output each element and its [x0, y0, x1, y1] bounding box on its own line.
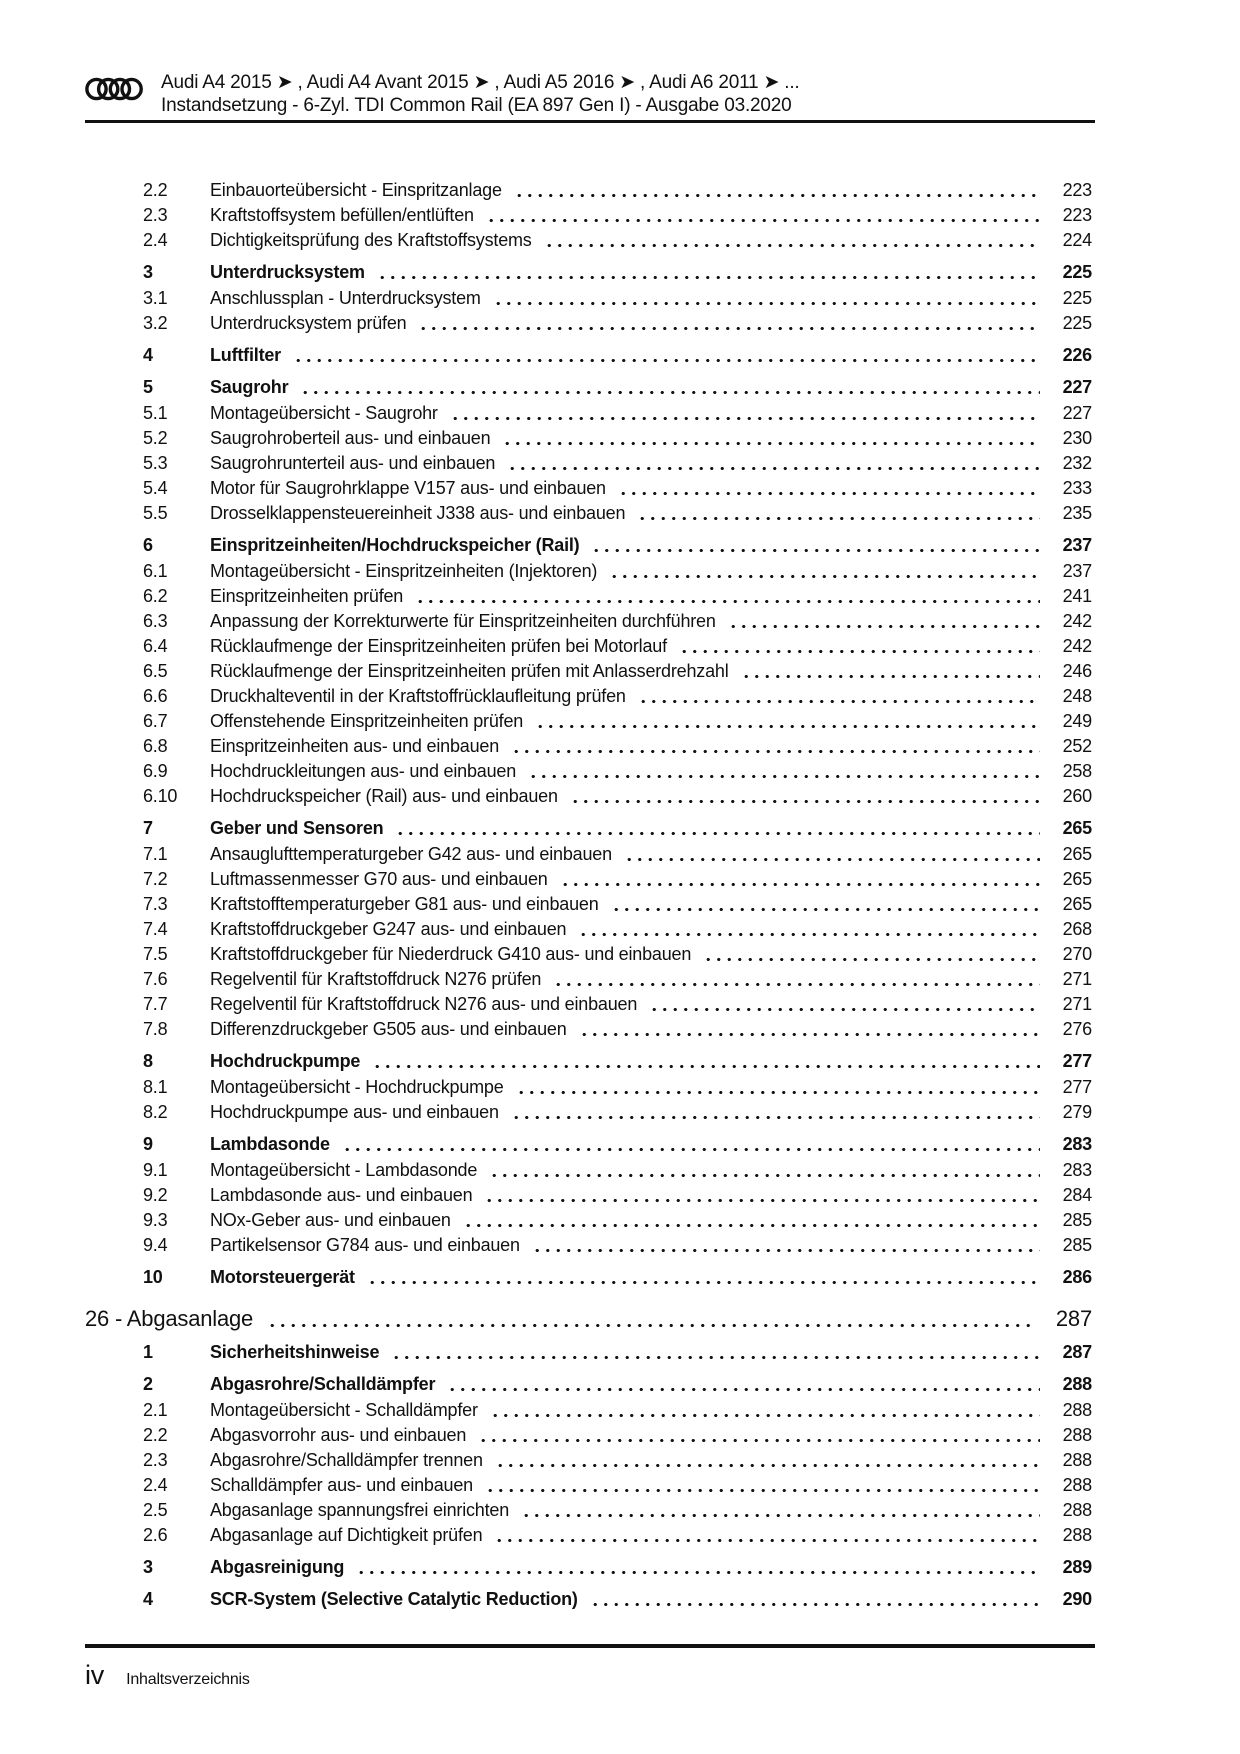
toc-entry-number: 7.2 — [143, 869, 168, 889]
toc-entry-title: Schalldämpfer aus- und einbauen — [210, 1475, 473, 1495]
toc-entry-page: 235 — [1062, 503, 1092, 523]
dot-leader — [535, 715, 1040, 734]
dot-leader — [377, 266, 1040, 285]
toc-entry-row — [85, 375, 1092, 400]
toc-entry-page: 227 — [1062, 377, 1092, 397]
toc-entry-page: 258 — [1062, 761, 1092, 781]
toc-entry-page: 290 — [1062, 1589, 1092, 1609]
toc-entry-title: Saugrohr — [210, 377, 289, 397]
toc-entry-page: 241 — [1062, 586, 1092, 606]
toc-entry-title: Montageübersicht - Hochdruckpumpe — [210, 1077, 504, 1097]
toc-entry-number: 7.3 — [143, 894, 168, 914]
toc-entry-number: 6.2 — [143, 586, 168, 606]
dot-leader — [300, 381, 1040, 400]
toc-entry-number: 6.1 — [143, 561, 168, 581]
toc-entry-row — [85, 451, 1092, 476]
toc-entry-page: 225 — [1062, 288, 1092, 308]
toc-entry-page: 237 — [1062, 535, 1092, 555]
toc-entry-title: SCR-System (Selective Catalytic Reduction) — [210, 1589, 578, 1609]
toc-entry-number: 3.1 — [143, 288, 168, 308]
footer-section-label: Inhaltsverzeichnis — [126, 1671, 250, 1688]
toc-entry-page: 252 — [1062, 736, 1092, 756]
toc-entry-title: Regelventil für Kraftstoffdruck N276 prüfen — [210, 969, 542, 989]
toc-entry-row — [85, 476, 1092, 501]
toc-entry-row — [85, 842, 1092, 867]
toc-entry-title: Abgasanlage spannungsfrei einrichten — [210, 1500, 510, 1520]
toc-entry-title: Motor für Saugrohrklappe V157 aus- und einbauen — [210, 478, 606, 498]
dot-leader — [395, 822, 1040, 841]
toc-entry-row — [85, 1523, 1092, 1548]
toc-entry-number: 2.2 — [143, 1425, 168, 1445]
toc-entry-page: 265 — [1062, 894, 1092, 914]
dot-leader — [638, 690, 1040, 709]
dot-leader — [611, 898, 1040, 917]
toc-entry-row — [85, 1587, 1092, 1612]
toc-entry-number: 9.1 — [143, 1160, 168, 1180]
toc-entry-number: 6.9 — [143, 761, 168, 781]
toc-entry-number: 5.3 — [143, 453, 168, 473]
dot-leader — [511, 740, 1040, 759]
header-subtitle: Instandsetzung - 6-Zyl. TDI Common Rail (EA 897 Gen I) - Ausgabe 03.2020 — [161, 95, 792, 116]
toc-entry-row — [85, 967, 1092, 992]
toc-entry-row — [85, 734, 1092, 759]
dot-leader — [624, 848, 1040, 867]
toc-entry-page: 276 — [1062, 1019, 1092, 1039]
toc-entry-page: 285 — [1062, 1210, 1092, 1230]
toc-entry-row — [85, 228, 1092, 253]
dot-leader — [463, 1214, 1040, 1233]
toc-entry-title: Abgasrohre/Schalldämpfer trennen — [210, 1450, 483, 1470]
toc-entry-row — [85, 1498, 1092, 1523]
toc-entry-title: Montageübersicht - Einspritzeinheiten (Injektoren) — [210, 561, 598, 581]
dot-leader — [591, 539, 1040, 558]
toc-entry-title: Luftmassenmesser G70 aus- und einbauen — [210, 869, 548, 889]
toc-entry-page: 246 — [1062, 661, 1092, 681]
toc-entry-title: Motorsteuergerät — [210, 1267, 355, 1287]
toc-entry-row — [85, 867, 1092, 892]
toc-entry-page: 279 — [1062, 1102, 1092, 1122]
dot-leader — [516, 1081, 1040, 1100]
toc-entry-number: 8 — [143, 1051, 153, 1071]
dot-leader — [637, 507, 1040, 526]
dot-leader — [553, 973, 1040, 992]
toc-entry-number: 6.8 — [143, 736, 168, 756]
toc-entry-row — [85, 634, 1092, 659]
toc-entry-page: 265 — [1062, 844, 1092, 864]
toc-entry-page: 225 — [1062, 313, 1092, 333]
dot-leader — [342, 1138, 1040, 1157]
toc-entry-row — [85, 1423, 1092, 1448]
dot-leader — [490, 1404, 1040, 1423]
toc-entry-row — [85, 759, 1092, 784]
dot-leader — [703, 948, 1040, 967]
toc-entry-title: NOx-Geber aus- und einbauen — [210, 1210, 451, 1230]
footer-divider — [85, 1644, 1095, 1648]
toc-entry-number: 6.10 — [143, 786, 178, 806]
dot-leader — [293, 349, 1040, 368]
toc-entry-page: 289 — [1062, 1557, 1092, 1577]
toc-entry-row — [85, 659, 1092, 684]
toc-entry-page: 285 — [1062, 1235, 1092, 1255]
toc-entry-page: 288 — [1062, 1450, 1092, 1470]
toc-entry-number: 6 — [143, 535, 153, 555]
toc-entry-title: Abgasreinigung — [210, 1557, 345, 1577]
dot-leader — [367, 1271, 1040, 1290]
toc-entry-title: Drosselklappensteuereinheit J338 aus- und einbauen — [210, 503, 626, 523]
toc-entry-number: 9.3 — [143, 1210, 168, 1230]
toc-chapter-row — [85, 1304, 1092, 1333]
toc-entry-row — [85, 609, 1092, 634]
dot-leader — [484, 1189, 1040, 1208]
toc-entry-title: Kraftstoffdruckgeber G247 aus- und einbauen — [210, 919, 567, 939]
dot-leader — [494, 1529, 1040, 1548]
toc-entry-title: Partikelsensor G784 aus- und einbauen — [210, 1235, 520, 1255]
toc-entry-page: 260 — [1062, 786, 1092, 806]
toc-entry-number: 2.4 — [143, 230, 168, 250]
toc-entry-number: 5.5 — [143, 503, 168, 523]
toc-entry-title: Unterdrucksystem prüfen — [210, 313, 407, 333]
toc-entry-title: Kraftstofftemperaturgeber G81 aus- und einbauen — [210, 894, 599, 914]
toc-entry-number: 5.4 — [143, 478, 168, 498]
toc-entry-number: 2.6 — [143, 1525, 168, 1545]
toc-entry-page: 271 — [1062, 994, 1092, 1014]
toc-entry-row — [85, 426, 1092, 451]
toc-entry-title: Dichtigkeitsprüfung des Kraftstoffsystems — [210, 230, 532, 250]
toc-entry-number: 6.5 — [143, 661, 168, 681]
dot-leader — [741, 665, 1041, 684]
toc-entry-title: Einspritzeinheiten prüfen — [210, 586, 404, 606]
toc-entry-number: 7.1 — [143, 844, 168, 864]
toc-entry-row — [85, 1265, 1092, 1290]
toc-entry-page: 237 — [1062, 561, 1092, 581]
toc-entry-row — [85, 1017, 1092, 1042]
page-footer — [0, 1644, 1240, 1689]
toc-entry-page: 242 — [1062, 636, 1092, 656]
toc-entry-title: Abgasvorrohr aus- und einbauen — [210, 1425, 467, 1445]
toc-entry-title: Lambdasonde aus- und einbauen — [210, 1185, 473, 1205]
toc-entry-row — [85, 1158, 1092, 1183]
toc-entry-title: Regelventil für Kraftstoffdruck N276 aus- und einbauen — [210, 994, 638, 1014]
dot-leader — [560, 873, 1040, 892]
toc-entry-page: 288 — [1062, 1400, 1092, 1420]
toc-entry-row — [85, 501, 1092, 526]
toc-entry-page: 223 — [1062, 180, 1092, 200]
dot-leader — [514, 184, 1040, 203]
dot-leader — [507, 457, 1040, 476]
toc-entry-title: Montageübersicht - Saugrohr — [210, 403, 438, 423]
toc-entry-page: 287 — [1055, 1306, 1092, 1331]
toc-entry-page: 288 — [1062, 1500, 1092, 1520]
toc-entry-number: 6.6 — [143, 686, 168, 706]
toc-entry-title: Montageübersicht - Lambdasonde — [210, 1160, 478, 1180]
toc-entry-title: Einbauorteübersicht - Einspritzanlage — [210, 180, 502, 200]
toc-entry-title: Differenzdruckgeber G505 aus- und einbauen — [210, 1019, 567, 1039]
toc-entry-title: Einspritzeinheiten aus- und einbauen — [210, 736, 500, 756]
toc-entry-title: Rücklaufmenge der Einspritzeinheiten prüfen bei Motorlauf — [210, 636, 667, 656]
page-header — [0, 0, 1240, 123]
dot-leader — [511, 1106, 1040, 1125]
dot-leader — [528, 765, 1040, 784]
toc-entry-row — [85, 178, 1092, 203]
toc-entry-page: 226 — [1062, 345, 1092, 365]
toc-entry-row — [85, 401, 1092, 426]
dot-leader — [679, 640, 1040, 659]
toc-entry-title: Hochdruckpumpe — [210, 1051, 361, 1071]
toc-entry-row — [85, 533, 1092, 558]
toc-entry-row — [85, 892, 1092, 917]
toc-entry-number: 7.7 — [143, 994, 168, 1014]
toc-entry-number: 6.3 — [143, 611, 168, 631]
toc-entry-row — [85, 1340, 1092, 1365]
dot-leader — [493, 292, 1040, 311]
toc-entry-title: Saugrohroberteil aus- und einbauen — [210, 428, 491, 448]
toc-entry-page: 268 — [1062, 919, 1092, 939]
toc-entry-title: Hochdruckpumpe aus- und einbauen — [210, 1102, 499, 1122]
toc-entry-title: Abgasanlage auf Dichtigkeit prüfen — [210, 1525, 483, 1545]
toc-entry-row — [85, 1183, 1092, 1208]
dot-leader — [415, 590, 1040, 609]
toc-entry-title: Druckhalteventil in der Kraftstoffrücklaufleitung prüfen — [210, 686, 626, 706]
toc-entry-page: 287 — [1062, 1342, 1092, 1362]
toc-entry-row — [85, 784, 1092, 809]
toc-entry-number: 8.1 — [143, 1077, 168, 1097]
dot-leader — [489, 1164, 1040, 1183]
toc-entry-number: 7.4 — [143, 919, 168, 939]
toc-entry-title: Hochdruckspeicher (Rail) aus- und einbauen — [210, 786, 558, 806]
toc-entry-number: 3.2 — [143, 313, 168, 333]
toc-entry-number: 5.2 — [143, 428, 168, 448]
toc-entry-row — [85, 1555, 1092, 1580]
dot-leader — [532, 1239, 1040, 1258]
toc-entry-number: 2.4 — [143, 1475, 168, 1495]
toc-entry-row — [85, 1233, 1092, 1258]
toc-entry-page: 230 — [1062, 428, 1092, 448]
toc-entry-page: 248 — [1062, 686, 1092, 706]
toc-entry-page: 288 — [1062, 1425, 1092, 1445]
toc-entry-row — [85, 286, 1092, 311]
toc-entry-number: 4 — [143, 1589, 153, 1609]
toc-entry-number: 1 — [143, 1342, 153, 1362]
toc-entry-title: Kraftstoffdruckgeber für Niederdruck G410 aus- und einbauen — [210, 944, 692, 964]
dot-leader — [609, 565, 1040, 584]
toc-entry-page: 270 — [1062, 944, 1092, 964]
toc-entry-page: 277 — [1062, 1051, 1092, 1071]
toc-entry-number: 4 — [143, 345, 153, 365]
toc-entry-number: 7.8 — [143, 1019, 168, 1039]
toc-entry-row — [85, 343, 1092, 368]
toc-entry-row — [85, 1100, 1092, 1125]
toc-entry-page: 249 — [1062, 711, 1092, 731]
dot-leader — [502, 432, 1040, 451]
toc-entry-row — [85, 1372, 1092, 1397]
toc-entry-row — [85, 684, 1092, 709]
dot-leader — [521, 1504, 1040, 1523]
toc-entry-row — [85, 1473, 1092, 1498]
toc-entry-number: 2.3 — [143, 205, 168, 225]
toc-entry-number: 9.2 — [143, 1185, 168, 1205]
toc-entry-number: 2 — [143, 1374, 153, 1394]
toc-entry-title: 26 - Abgasanlage — [85, 1306, 254, 1331]
dot-leader — [544, 234, 1040, 253]
toc-entry-row — [85, 311, 1092, 336]
toc-entry-number: 6.4 — [143, 636, 168, 656]
toc-entry-page: 288 — [1062, 1475, 1092, 1495]
toc-entry-page: 286 — [1062, 1267, 1092, 1287]
dot-leader — [391, 1346, 1040, 1365]
dot-leader — [578, 923, 1040, 942]
dot-leader — [450, 407, 1040, 426]
header-models-line: Audi A4 2015 ➤ , Audi A4 Avant 2015 ➤ , Audi A5 2016 ➤ , Audi A6 2011 ➤ ... — [161, 72, 800, 93]
header-divider — [85, 120, 1095, 123]
toc-entry-page: 223 — [1062, 205, 1092, 225]
toc-entry-title: Unterdrucksystem — [210, 262, 365, 282]
toc-entry-page: 233 — [1062, 478, 1092, 498]
toc-entry-row — [85, 584, 1092, 609]
dot-leader — [486, 209, 1040, 228]
dot-leader — [570, 790, 1040, 809]
toc-entry-title: Offenstehende Einspritzeinheiten prüfen — [210, 711, 524, 731]
toc-entry-page: 277 — [1062, 1077, 1092, 1097]
toc-entry-number: 7.6 — [143, 969, 168, 989]
toc-entry-page: 225 — [1062, 262, 1092, 282]
toc-entry-page: 288 — [1062, 1525, 1092, 1545]
toc-entry-row — [85, 917, 1092, 942]
toc-entry-page: 224 — [1062, 230, 1092, 250]
toc-entry-page: 283 — [1062, 1160, 1092, 1180]
toc-entry-row — [85, 816, 1092, 841]
toc-entry-row — [85, 1075, 1092, 1100]
toc-entry-row — [85, 260, 1092, 285]
dot-leader — [447, 1378, 1040, 1397]
dot-leader — [267, 1311, 1034, 1333]
dot-leader — [478, 1429, 1040, 1448]
toc-entry-title: Geber und Sensoren — [210, 818, 384, 838]
toc-entry-number: 10 — [143, 1267, 163, 1287]
dot-leader — [590, 1593, 1040, 1612]
dot-leader — [485, 1479, 1040, 1498]
toc-entry-row — [85, 1398, 1092, 1423]
toc-entry-title: Einspritzeinheiten/Hochdruckspeicher (Rail) — [210, 535, 580, 555]
toc-entry-title: Kraftstoffsystem befüllen/entlüften — [210, 205, 474, 225]
toc-entry-title: Luftfilter — [210, 345, 281, 365]
header-titles — [161, 72, 800, 116]
toc-entry-number: 2.3 — [143, 1450, 168, 1470]
toc-entry-number: 8.2 — [143, 1102, 168, 1122]
toc-entry-title: Hochdruckleitungen aus- und einbauen — [210, 761, 517, 781]
dot-leader — [649, 998, 1040, 1017]
dot-leader — [728, 615, 1040, 634]
toc-entry-number: 5.1 — [143, 403, 168, 423]
page-number: iv — [85, 1660, 105, 1690]
toc-entry-number: 2.5 — [143, 1500, 168, 1520]
toc-entry-number: 3 — [143, 262, 153, 282]
toc-entry-title: Anschlussplan - Unterdrucksystem — [210, 288, 481, 308]
toc-entry-number: 7.5 — [143, 944, 168, 964]
toc-entry-number: 6.7 — [143, 711, 168, 731]
toc-entry-row — [85, 992, 1092, 1017]
toc-entry-row — [85, 1208, 1092, 1233]
toc-entry-title: Ansauglufttemperaturgeber G42 aus- und einbauen — [210, 844, 612, 864]
dot-leader — [356, 1561, 1040, 1580]
toc-entry-row — [85, 709, 1092, 734]
toc-entry-page: 265 — [1062, 818, 1092, 838]
toc-entry-page: 284 — [1062, 1185, 1092, 1205]
toc-entry-title: Abgasrohre/Schalldämpfer — [210, 1374, 436, 1394]
audi-rings-logo-icon — [85, 74, 143, 109]
toc-entry-title: Sicherheitshinweise — [210, 1342, 380, 1362]
dot-leader — [618, 482, 1040, 501]
toc-entry-page: 227 — [1062, 403, 1092, 423]
toc-entry-title: Saugrohrunterteil aus- und einbauen — [210, 453, 496, 473]
toc-entry-number: 3 — [143, 1557, 153, 1577]
toc-entry-title: Anpassung der Korrekturwerte für Einspritzeinheiten durchführen — [210, 611, 716, 631]
toc-entry-page: 232 — [1062, 453, 1092, 473]
toc-entry-page: 242 — [1062, 611, 1092, 631]
toc-entry-number: 9 — [143, 1134, 153, 1154]
toc-entry-row — [85, 1132, 1092, 1157]
toc-entry-row — [85, 1448, 1092, 1473]
dot-leader — [418, 317, 1040, 336]
toc-entry-number: 2.2 — [143, 180, 168, 200]
toc-entry-number: 5 — [143, 377, 153, 397]
table-of-contents — [85, 178, 1092, 1613]
toc-entry-number: 2.1 — [143, 1400, 168, 1420]
toc-entry-row — [85, 942, 1092, 967]
dot-leader — [372, 1055, 1040, 1074]
toc-entry-page: 283 — [1062, 1134, 1092, 1154]
dot-leader — [579, 1023, 1040, 1042]
toc-entry-number: 7 — [143, 818, 153, 838]
toc-entry-title: Montageübersicht - Schalldämpfer — [210, 1400, 478, 1420]
dot-leader — [495, 1454, 1040, 1473]
toc-entry-row — [85, 203, 1092, 228]
toc-entry-page: 271 — [1062, 969, 1092, 989]
toc-entry-page: 265 — [1062, 869, 1092, 889]
toc-entry-number: 9.4 — [143, 1235, 168, 1255]
toc-entry-row — [85, 1049, 1092, 1074]
toc-entry-title: Lambdasonde — [210, 1134, 330, 1154]
toc-entry-page: 288 — [1062, 1374, 1092, 1394]
toc-entry-title: Rücklaufmenge der Einspritzeinheiten prüfen mit Anlasserdrehzahl — [210, 661, 729, 681]
toc-entry-row — [85, 559, 1092, 584]
